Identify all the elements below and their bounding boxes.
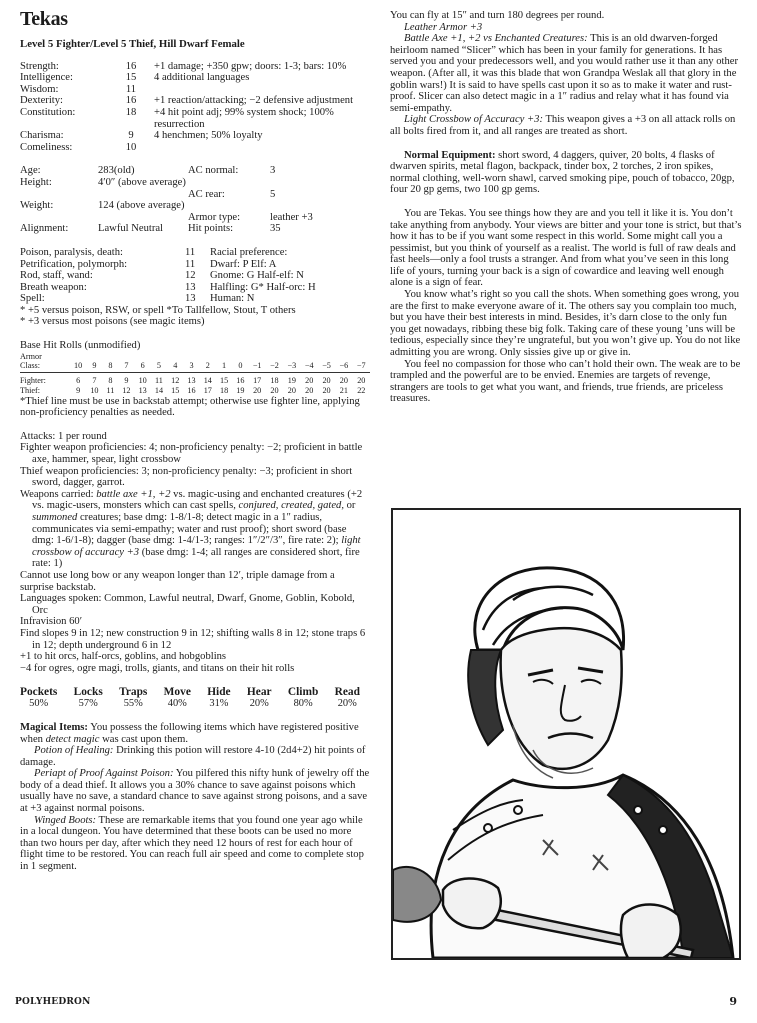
equipment-heading: Normal Equipment: bbox=[404, 149, 496, 161]
thief-hit-cell: 9 bbox=[76, 385, 81, 395]
leather-armor bbox=[390, 22, 742, 34]
fighter-hit-cell: 7 bbox=[92, 375, 97, 385]
thief-hit-cell: 20 bbox=[305, 385, 314, 395]
to-hit-bonus: +1 to hit orcs, half-orcs, goblins, and hobgoblins bbox=[20, 651, 227, 663]
fighter-hit-cell: 17 bbox=[253, 375, 262, 385]
ability-row bbox=[20, 95, 370, 107]
armor-class-cell: 4 bbox=[167, 361, 183, 373]
light-crossbow bbox=[390, 114, 742, 137]
weapons-text-3: (base dmg: 1-4; all ranges are considered short, fire rate: 1) bbox=[32, 546, 360, 570]
alignment-value: Lawful Neutral bbox=[98, 223, 164, 235]
fighter-hit-cell: 10 bbox=[138, 375, 147, 385]
armor-class-cell: 0 bbox=[232, 361, 248, 373]
armor-class-cell: −5 bbox=[318, 361, 335, 373]
thief-hit-cell: 13 bbox=[138, 385, 147, 395]
item-name: Winged Boots: bbox=[34, 814, 97, 826]
item-name: Leather Armor +3 bbox=[404, 21, 483, 33]
thief-hit-cell: 11 bbox=[106, 385, 115, 395]
save-name: Breath weapon: bbox=[20, 281, 87, 293]
ability-row bbox=[20, 72, 370, 84]
height-label: Height: bbox=[20, 176, 52, 188]
armor-class-cell: −6 bbox=[335, 361, 352, 373]
save-footnote: * +3 versus most poisons (see magic items) bbox=[20, 316, 205, 328]
save-name: Poison, paralysis, death: bbox=[20, 246, 123, 258]
personality-paragraph: You feel no compassion for those who can’t hold their own. The weak are to be trampled and the powerful are to be envied. Enemies are targets of revenge, strangers are tools to get what you want, and friends, true friends, are priceless treasures. bbox=[390, 358, 741, 405]
armor-class-cell: 8 bbox=[103, 361, 119, 373]
armor-type-value: leather +3 bbox=[270, 211, 313, 223]
thief-hit-cell: 20 bbox=[287, 385, 296, 395]
potion-of-healing bbox=[20, 745, 370, 768]
save-note: Human: N bbox=[210, 293, 255, 305]
save-footnotes bbox=[20, 305, 370, 328]
ability-value: 15 bbox=[125, 72, 137, 84]
item-description: These are remarkable items that you found one year ago while in a local dungeon. You have determined that these boots can be used no more than two hours per day, after which they need 12 hours of rest for each hour of flight time to be restored. You can reach full air speed and come to complete stop in 1 segment. bbox=[20, 814, 364, 873]
left-column bbox=[20, 8, 370, 873]
page-number: 9 bbox=[729, 995, 737, 1008]
ability-name: Comeliness: bbox=[20, 141, 73, 153]
infravision: Infravision 60′ bbox=[20, 616, 83, 628]
armor-class-cell: −7 bbox=[353, 361, 370, 373]
alignment-label: Alignment: bbox=[20, 223, 69, 235]
weapon-restriction: Cannot use long bow or any weapon longer than 12′, triple damage from a surprise backstab. bbox=[20, 569, 335, 593]
magical-items-intro bbox=[20, 722, 370, 745]
weight-label: Weight: bbox=[20, 200, 54, 212]
fighter-hit-cell: 20 bbox=[322, 375, 331, 385]
ability-scores bbox=[20, 61, 370, 154]
save-value: 12 bbox=[185, 270, 196, 282]
skill-read: Read 20% bbox=[334, 686, 360, 710]
fighter-hit-cell: 12 bbox=[171, 375, 180, 385]
fighter-proficiencies: Fighter weapon proficiencies: 4; non-proficiency penalty: −2; proficient in battle axe, hammer, spear, light crossbow bbox=[20, 442, 363, 466]
skill-locks: Locks 57% bbox=[73, 686, 103, 710]
fighter-hit-cell: 9 bbox=[124, 375, 129, 385]
ability-value: 11 bbox=[125, 83, 137, 95]
ability-name: Intelligence: bbox=[20, 72, 73, 84]
dwarf-portrait-drawing bbox=[393, 510, 739, 958]
ability-row bbox=[20, 61, 370, 73]
winged-boots bbox=[20, 815, 370, 873]
publication-name: POLYHEDRON bbox=[15, 997, 91, 1007]
save-name: Spell: bbox=[20, 293, 45, 305]
thief-hit-cell: 20 bbox=[253, 385, 262, 395]
ability-note: 4 additional languages bbox=[154, 72, 250, 84]
personality-paragraph: You are Tekas. You see things how they are and you tell it like it is. You don’t take anything from anybody. Your views are bitter and your tone is strict, but that’s how it has to be if you want some respect in this world. Some might call you a pessimist, but you think of yourself as a realist. The world is full of raw deals and fast heels—only a fool trusts a stranger. And from what you’ve seen in this long life of yours, turning your back is a sign of cowardice and leaving well enough alone is a sign of fear. bbox=[390, 207, 742, 289]
thief-hit-cell: 22 bbox=[357, 385, 366, 395]
weapons-text-2: creatures; base dmg: 1-8/1-8; detect magic in a 1″ radius, communicates via semi-empathy; water and rust proof); short sword (base dmg: 1-6/1-8); dagger (base dmg: 1-4/1-3; ranges: 1″/2″/3″, fire rate: 2); bbox=[32, 512, 347, 547]
fighter-hit-cell: 14 bbox=[203, 375, 212, 385]
ability-name: Constitution: bbox=[20, 106, 76, 118]
armor-label: Armor bbox=[20, 351, 42, 361]
fighter-hit-cell: 15 bbox=[219, 375, 229, 385]
ability-value: 16 bbox=[125, 95, 137, 107]
physical-stats bbox=[20, 165, 370, 235]
armor-class-cell: 2 bbox=[200, 361, 216, 373]
save-note: Halfling: G* Half-orc: H bbox=[210, 281, 316, 293]
base-hit-rolls-table bbox=[20, 361, 370, 396]
character-illustration bbox=[391, 508, 741, 960]
base-hit-rolls-note: *Thief line must be use in backstab attempt; otherwise use fighter line, applying non-proficiency penalties as needed. bbox=[20, 395, 360, 419]
right-column bbox=[390, 10, 742, 405]
item-description: Drinking this potion will restore 4-10 (2d4+2) hit points of damage. bbox=[20, 745, 366, 768]
ability-name: Charisma: bbox=[20, 130, 64, 142]
detect-magic-term: detect magic bbox=[45, 733, 100, 745]
save-name: Rod, staff, wand: bbox=[20, 270, 93, 282]
skill-hide: Hide 31% bbox=[207, 686, 231, 710]
fighter-label: Fighter: bbox=[20, 375, 46, 385]
thief-hit-cell: 19 bbox=[236, 385, 245, 395]
boots-flight: You can fly at 15″ and turn 180 degrees per round. bbox=[390, 10, 605, 21]
ability-value: 9 bbox=[128, 130, 134, 142]
hit-points-value: 35 bbox=[270, 223, 281, 235]
weapons-carried bbox=[20, 489, 370, 570]
thief-skills bbox=[20, 686, 360, 710]
fighter-hit-cell: 20 bbox=[357, 375, 366, 385]
age-value: 283(old) bbox=[98, 165, 135, 177]
armor-class-cell: 9 bbox=[86, 361, 102, 373]
thief-hit-cell: 20 bbox=[270, 385, 279, 395]
thief-hit-cell: 20 bbox=[322, 385, 331, 395]
battle-axe bbox=[390, 33, 742, 114]
fighter-hit-cell: 20 bbox=[305, 375, 314, 385]
fighter-hit-cell: 11 bbox=[155, 375, 163, 385]
save-value: 13 bbox=[185, 293, 196, 305]
character-name: Tekas bbox=[20, 8, 68, 30]
save-note: Racial preference: bbox=[210, 246, 288, 258]
battle-axe-name: battle axe +1, +2 bbox=[96, 488, 171, 500]
ability-note: +1 damage; +350 gpw; doors: 1-3; bars: 10% bbox=[154, 60, 347, 72]
armor-class-cell: −1 bbox=[249, 361, 266, 373]
skill-climb: Climb 80% bbox=[287, 686, 319, 710]
fighter-hit-cell: 18 bbox=[270, 375, 279, 385]
item-name: Periapt of Proof Against Poison: bbox=[34, 768, 174, 780]
ability-note: +1 reaction/attacking; −2 defensive adjustment bbox=[154, 95, 354, 107]
ability-note: 4 henchmen; 50% loyalty bbox=[154, 130, 263, 142]
intro-text: You possess the following items which have registered positive when bbox=[20, 721, 359, 745]
save-name: Petrification, polymorph: bbox=[20, 258, 128, 270]
thief-hit-cell: 14 bbox=[154, 385, 164, 395]
fighter-hit-cell: 8 bbox=[108, 375, 113, 385]
armor-class-cell: −3 bbox=[283, 361, 300, 373]
armor-class-cell: −2 bbox=[266, 361, 283, 373]
armor-class-cell: 7 bbox=[118, 361, 134, 373]
detection-abilities: Find slopes 9 in 12; new construction 9 in 12; shifting walls 8 in 12; stone traps 6 in 12; depth underground 6 in 12 bbox=[20, 627, 366, 651]
armor-class-row bbox=[20, 361, 370, 373]
thief-hit-cell: 15 bbox=[171, 385, 180, 395]
thief-hit-cell: 17 bbox=[203, 385, 212, 395]
weapons-or: or bbox=[343, 500, 356, 512]
ability-row bbox=[20, 142, 370, 154]
ability-value: 10 bbox=[125, 141, 137, 153]
personality-paragraph: You know what’s right so you call the shots. When something goes wrong, you are the first to make everyone aware of it. The others say you complain too much, but you have their best interests in mind. Besides, it’s darn close to the only fun you get nowadays, ribbing these big folk. Taking care of these young ’uns will be tedious, especially since they’re ungrateful, but you won’t give up. You do not like admitting you are wrong. Only sissies give up or give in. bbox=[390, 289, 741, 359]
save-note: Dwarf: P Elf: A bbox=[210, 258, 277, 270]
languages: Languages spoken: Common, Lawful neutral, Dwarf, Gnome, Goblin, Kobold, Orc bbox=[20, 593, 355, 616]
fighter-hit-cell: 20 bbox=[339, 375, 348, 385]
ac-normal-value: 3 bbox=[270, 165, 276, 177]
character-subtitle: Level 5 Fighter/Level 5 Thief, Hill Dwarf Female bbox=[20, 38, 245, 50]
base-hit-rolls-title: Base Hit Rolls (unmodified) bbox=[20, 340, 141, 352]
armor-class-cell: −4 bbox=[301, 361, 318, 373]
skill-move: Move 40% bbox=[163, 686, 191, 710]
ability-note: +4 hit point adj; 99% system shock; 100% resurrection bbox=[154, 106, 334, 130]
save-value: 11 bbox=[185, 246, 196, 258]
normal-equipment bbox=[390, 150, 742, 196]
magical-items-heading: Magical Items: bbox=[20, 721, 88, 733]
fighter-row bbox=[20, 372, 370, 386]
save-value: 13 bbox=[185, 281, 196, 293]
thief-hit-cell: 16 bbox=[187, 385, 196, 395]
fighter-hit-cell: 19 bbox=[287, 375, 296, 385]
crossbow-name: light crossbow of accuracy +3 bbox=[32, 535, 361, 558]
item-name: Battle Axe +1, +2 vs Enchanted Creatures: bbox=[404, 33, 588, 45]
thief-row bbox=[20, 386, 370, 396]
save-note: Gnome: G Half-elf: N bbox=[210, 270, 304, 282]
skill-pockets: Pockets 50% bbox=[20, 686, 58, 710]
armor-class-cell: 10 bbox=[70, 361, 86, 373]
armor-class-cell: 3 bbox=[183, 361, 199, 373]
attacks: Attacks: 1 per round bbox=[20, 430, 107, 442]
thief-hit-cell: 18 bbox=[219, 385, 229, 395]
weapons-text-1: vs. magic-using and enchanted creatures (+2 vs. magic-users, monsters which can cast spells, bbox=[32, 488, 363, 512]
height-value: 4′0″ (above average) bbox=[98, 176, 186, 188]
thief-proficiencies: Thief weapon proficiencies: 3; non-proficiency penalty: −3; proficient in short sword, dagger, garrot. bbox=[20, 465, 353, 489]
ability-note bbox=[146, 142, 366, 154]
ability-value: 18 bbox=[125, 106, 137, 118]
ability-row bbox=[20, 130, 370, 142]
ac-rear-label: AC rear: bbox=[188, 188, 225, 200]
item-name: Potion of Healing: bbox=[34, 745, 114, 757]
ac-normal-label: AC normal: bbox=[188, 165, 239, 177]
hit-points-label: Hit points: bbox=[188, 223, 234, 235]
fighter-hit-cell: 13 bbox=[187, 375, 196, 385]
summon-types: conjured, created, gated, bbox=[238, 500, 344, 512]
ac-bonus: −4 for ogres, ogre magi, trolls, giants, and titans on their hit rolls bbox=[20, 662, 295, 674]
armor-type-label: Armor type: bbox=[188, 211, 241, 223]
ability-note bbox=[146, 84, 366, 96]
ac-rear-value: 5 bbox=[270, 188, 276, 200]
armor-class-cell: 6 bbox=[135, 361, 151, 373]
save-footnote: * +5 versus poison, RSW, or spell *To Tallfellow, Stout, T others bbox=[20, 304, 296, 316]
intro-text-end: was cast upon them. bbox=[99, 733, 188, 745]
periapt bbox=[20, 768, 370, 814]
item-name: Light Crossbow of Accuracy +3: bbox=[404, 114, 543, 126]
weight-value: 124 (above average) bbox=[98, 200, 185, 212]
summoned-word: summoned bbox=[32, 512, 78, 523]
ability-row bbox=[20, 107, 370, 130]
item-description: This weapon gives a +3 on all attack rolls on all bolts fired from it, and all ranges are treated as short. bbox=[390, 114, 736, 137]
thief-label: Thief: bbox=[20, 385, 41, 395]
fighter-hit-cell: 6 bbox=[76, 375, 81, 385]
thief-hit-cell: 12 bbox=[122, 385, 131, 395]
ability-name: Dexterity: bbox=[20, 95, 63, 107]
armor-class-cell: 5 bbox=[151, 361, 167, 373]
ability-name: Strength: bbox=[20, 60, 59, 72]
item-description: You pilfered this nifty hunk of jewelry off the body of a dead thief. It allows you a 30% chance to save against poisons which usually have no save, a standard chance to save against strong poisons, and a save at +3 against normal poisons. bbox=[20, 768, 370, 815]
skill-traps: Traps 55% bbox=[119, 686, 148, 710]
save-value: 11 bbox=[185, 258, 196, 270]
equipment-list: short sword, 4 daggers, quiver, 20 bolts, 4 flasks of dwarven spirits, metal flagon, backpack, tinder box, 2 torches, 2 iron spikes, normal clothing, well-worn shawl, carved smoking pipe, pouch of tobacco, 20gp, four 20 gp gems, two 100 gp gems. bbox=[390, 149, 735, 196]
thief-hit-cell: 10 bbox=[90, 385, 99, 395]
weapons-prefix: Weapons carried: bbox=[20, 488, 97, 500]
skill-hear: Hear 20% bbox=[246, 686, 272, 710]
ability-row bbox=[20, 84, 370, 96]
ability-name: Wisdom: bbox=[20, 83, 59, 95]
armor-class-cell: 1 bbox=[216, 361, 232, 373]
item-description: This is an old dwarven-forged heirloom named “Slicer” which has been in your family for generations. It has served you and your predecessors well, and you would rather use it than any other weapon. (After all, it was this blade that won Grandpa Weslak all that glory in the goblin wars!) It is said to have spells cast upon it so as to make it water and rust-proof. Slicer can also detect magic in a 1″ radius and relay what it has found via semi-empathy. bbox=[390, 33, 739, 114]
class-label: Class: bbox=[20, 361, 70, 373]
age-label: Age: bbox=[20, 165, 41, 177]
saving-throws bbox=[20, 247, 370, 305]
fighter-hit-cell: 16 bbox=[236, 375, 245, 385]
thief-hit-cell: 21 bbox=[339, 385, 348, 395]
ability-value: 16 bbox=[125, 60, 137, 72]
